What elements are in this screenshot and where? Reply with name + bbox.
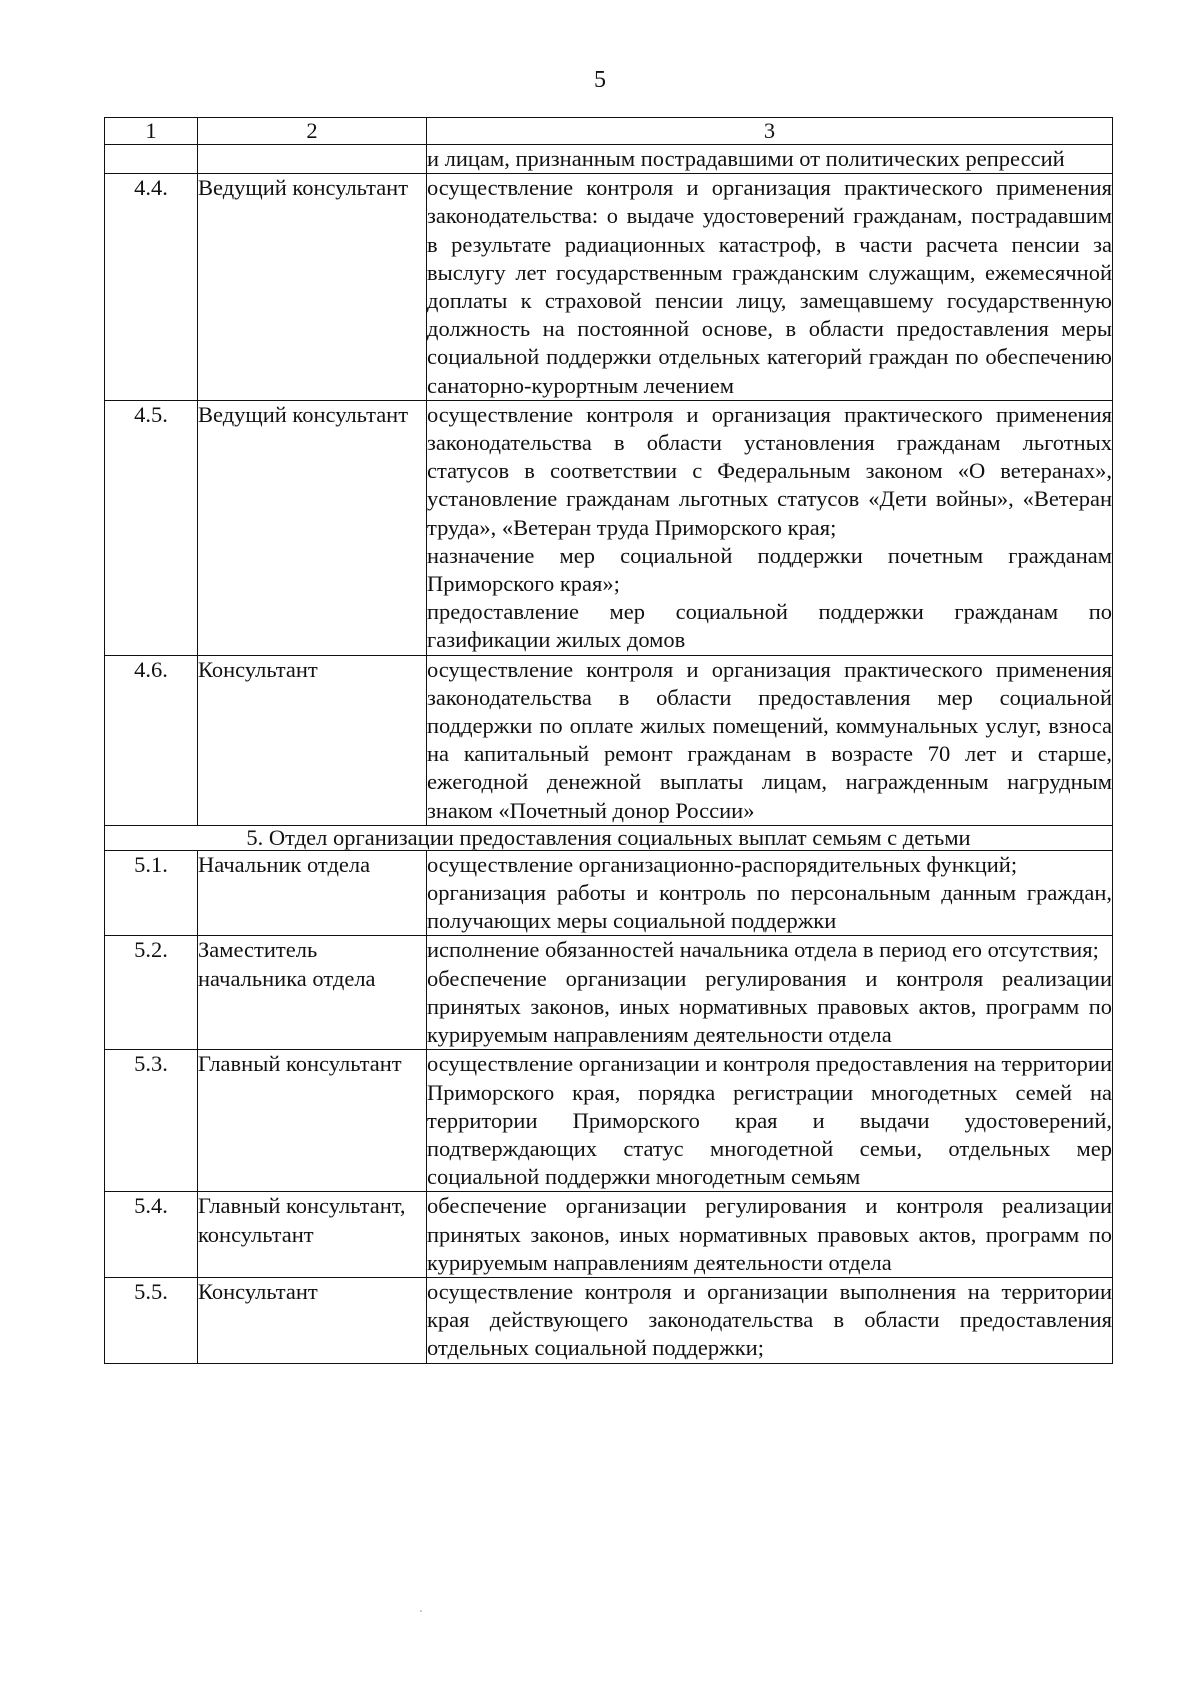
- header-functions: 3: [427, 118, 1113, 145]
- row-functions: [427, 1050, 1113, 1192]
- row-functions: [427, 174, 1113, 401]
- row-number: 5.2.: [105, 936, 198, 1050]
- row-position: Заместитель начальника отдела: [198, 936, 427, 1050]
- function-text: осуществление контроля и организация практического применения законодательства в области предоставления мер социальной поддержки по оплате жилых помещений, коммунальных услуг, взноса на капитальный ремонт гражданам в возрасте 70 лет и старше, ежегодной денежной выплаты лицам, награжденным нагрудным знаком «Почетный донор России»: [427, 656, 1112, 823]
- table-row: [105, 1192, 1113, 1278]
- section-title: 5. Отдел организации предоставления социальных выплат семьям с детьми: [105, 825, 1113, 850]
- row-functions: [427, 1192, 1113, 1278]
- table-row: [105, 655, 1113, 825]
- row-position: Главный консультант, консультант: [198, 1192, 427, 1278]
- function-text: назначение мер социальной поддержки почетным гражданам Приморского края»;: [427, 542, 1112, 597]
- row-position: Начальник отдела: [198, 850, 427, 936]
- row-number: 5.1.: [105, 850, 198, 936]
- table-row: [105, 1277, 1113, 1363]
- function-text: организация работы и контроль по персональным данным граждан, получающих меры социальной поддержки: [427, 880, 1112, 934]
- table-row: [105, 936, 1113, 1050]
- function-text: исполнение обязанностей начальника отдела в период его отсутствия;: [427, 937, 1099, 963]
- row-number: 5.3.: [105, 1050, 198, 1192]
- function-text: осуществление организационно-распорядительных функций;: [427, 851, 1018, 877]
- row-functions: [427, 1277, 1113, 1363]
- page-number: 5: [594, 67, 606, 93]
- table-header-row: [105, 118, 1113, 145]
- function-text: и лицам, признанным пострадавшими от политических репрессий: [427, 146, 1065, 171]
- function-text: предоставление мер социальной поддержки гражданам по газификации жилых домов: [427, 599, 1112, 653]
- staff-functions-table: [104, 117, 1113, 1364]
- row-number: 4.5.: [105, 400, 198, 655]
- table-row: [105, 145, 1113, 174]
- row-functions: [427, 850, 1113, 936]
- function-text: осуществление контроля и организация практического применения законодательства в области установления гражданам льготных статусов в соответствии с Федеральным законом «О ветеранах», установление гражданам льготных статусов «Дети войны», «Ветеран труда», «Ветеран труда Приморского края;: [427, 401, 1112, 540]
- header-number: 1: [105, 118, 198, 145]
- function-text: осуществление организации и контроля предоставления на территории Приморского края, порядка регистрации многодетных семей на территории Приморского края и выдачи удостоверений, подтверждающих статус многодетной семьи, отдельных мер социальной поддержки многодетным семьям: [427, 1051, 1112, 1190]
- table-row: [105, 400, 1113, 655]
- scan-speck: [420, 1610, 422, 1612]
- table-row: [105, 174, 1113, 401]
- function-text: обеспечение организации регулирования и контроля реализации принятых законов, иных нормативных правовых актов, программ по курируемым направлениям деятельности отдела: [427, 965, 1112, 1048]
- row-position: Главный консультант: [198, 1050, 427, 1192]
- function-text: осуществление контроля и организации выполнения на территории края действующего законодательства в области предоставления отдельных социальной поддержки;: [427, 1278, 1112, 1361]
- row-position: Консультант: [198, 655, 427, 825]
- row-number: 5.4.: [105, 1192, 198, 1278]
- row-functions: [427, 936, 1113, 1050]
- row-functions: [427, 400, 1113, 655]
- row-position: Ведущий консультант: [198, 174, 427, 401]
- row-number: 4.4.: [105, 174, 198, 401]
- function-text: обеспечение организации регулирования и контроля реализации принятых законов, иных нормативных правовых актов, программ по курируемым направлениям деятельности отдела: [427, 1193, 1112, 1275]
- row-position: Ведущий консультант: [198, 400, 427, 655]
- table-row: [105, 850, 1113, 936]
- row-number: 4.6.: [105, 655, 198, 825]
- row-position: Консультант: [198, 1277, 427, 1363]
- row-position: [198, 145, 427, 174]
- row-functions: [427, 145, 1113, 174]
- function-text: осуществление контроля и организация практического применения законодательства: о выдаче удостоверений гражданам, пострадавшим в результате радиационных катастроф, в части расчета пенсии за выслугу лет государственным гражданским служащим, ежемесячной доплаты к страховой пенсии лицу, замещавшему государственную должность на постоянной основе, в области предоставления меры социальной поддержки отдельных категорий граждан по обеспечению санаторно-курортным лечением: [427, 175, 1112, 398]
- row-number: 5.5.: [105, 1277, 198, 1363]
- header-position: 2: [198, 118, 427, 145]
- row-functions: [427, 655, 1113, 825]
- section-row: [105, 825, 1113, 850]
- row-number: [105, 145, 198, 174]
- table-row: [105, 1050, 1113, 1192]
